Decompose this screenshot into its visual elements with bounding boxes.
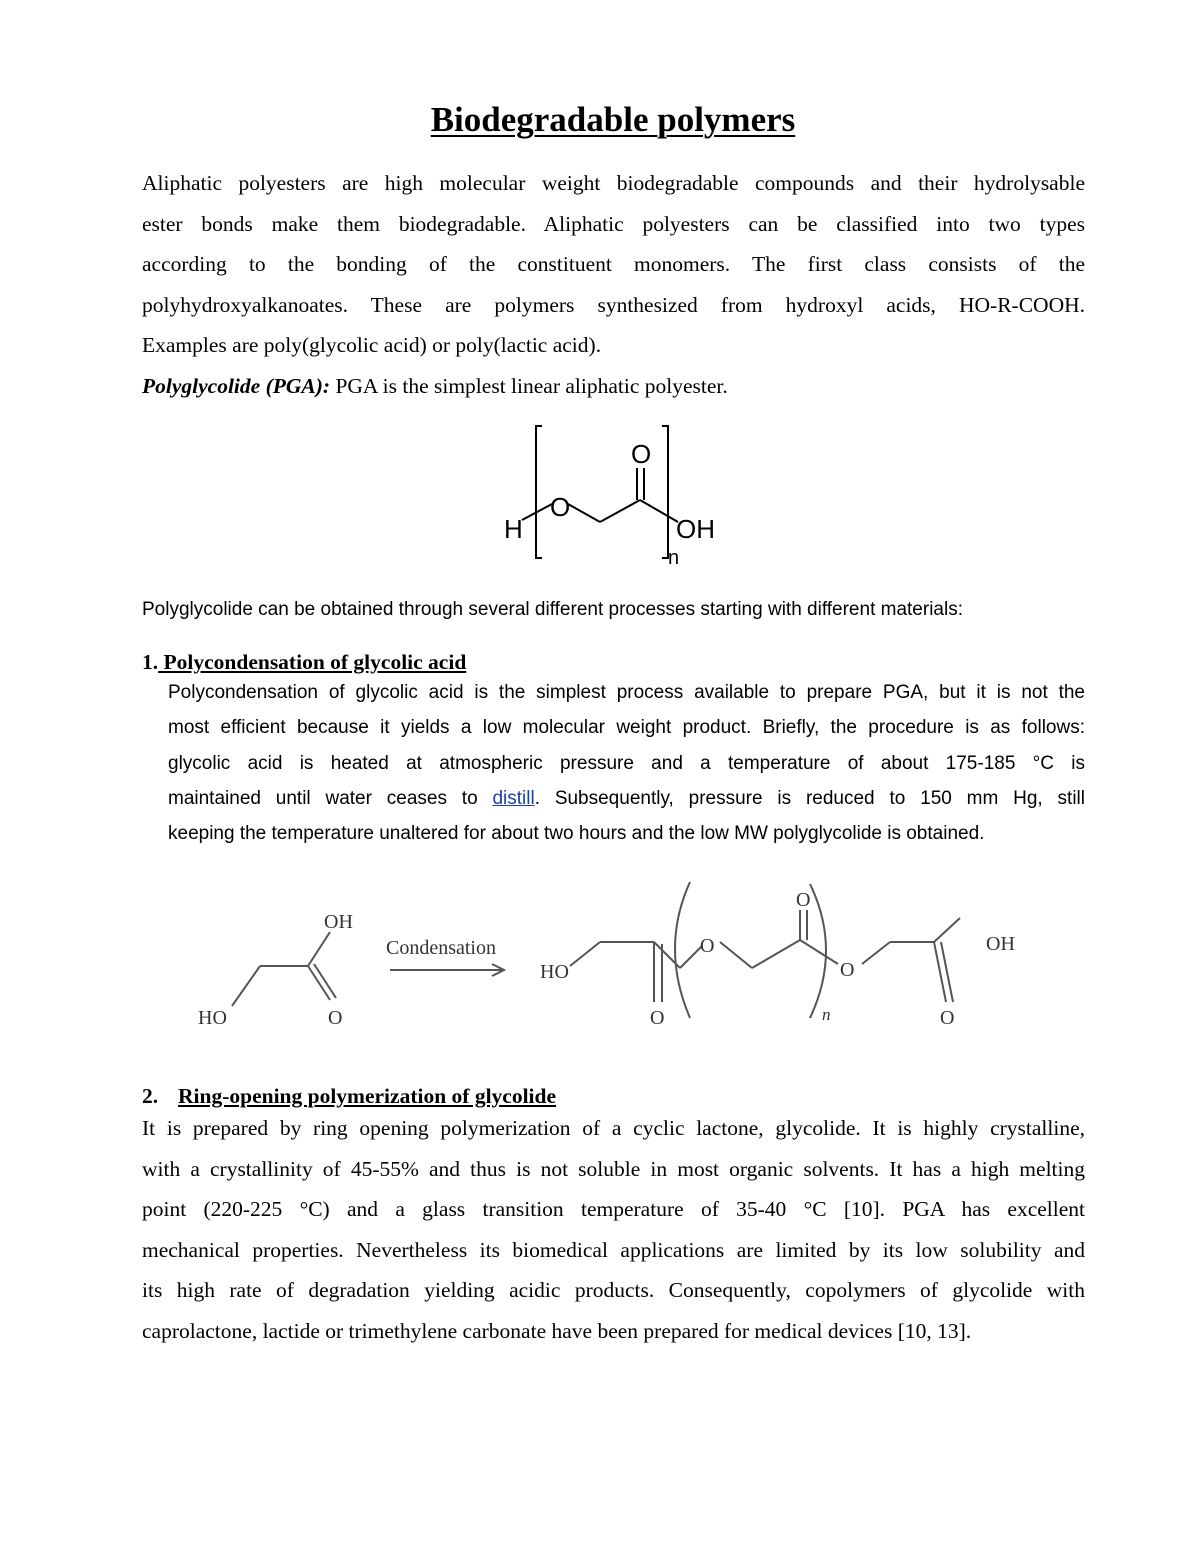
section2-line: its high rate of degradation yielding acidic products. Consequently, copolymers of glycolide with: [142, 1278, 1085, 1302]
condensation-scheme: [190, 878, 1040, 1048]
section1-title: Polycondensation of glycolic acid: [158, 650, 467, 674]
section1-line4-text: maintained until water ceases to: [168, 787, 493, 809]
section2-line: with a crystallinity of 45-55% and thus is not soluble in most organic solvents. It has a high melting: [142, 1156, 1085, 1181]
page-title: Biodegradable polymers: [430, 100, 796, 139]
section2-line: caprolactone, lactide or trimethylene carbonate have been prepared for medical devices [10, 13].: [142, 1318, 972, 1343]
section1-line: glycolic acid is heated at atmospheric pressure and a temperature of about 175-185 °C is: [168, 752, 1085, 774]
arrow-label: Condensation: [386, 937, 496, 959]
bond-o-ch2: [568, 504, 600, 522]
intro-line: according to the bonding of the constituent monomers. The first class consists of the: [142, 252, 1085, 276]
product-ho: HO: [540, 961, 569, 983]
distill-link[interactable]: distill: [492, 787, 535, 809]
section1-paragraph: [168, 675, 1085, 851]
section1-heading: [142, 647, 466, 677]
product-o-top: O: [796, 889, 811, 911]
intro-line: Examples are poly(glycolic acid) or poly(lactic acid).: [142, 333, 602, 357]
section2-title: Ring-opening polymerization of glycolide: [178, 1084, 557, 1108]
right-bracket: [662, 426, 668, 558]
pga-definition: [142, 366, 1085, 406]
pga-term: Polyglycolide (PGA):: [142, 374, 331, 398]
product-o3: O: [840, 959, 855, 981]
reactant-o: O: [328, 1007, 343, 1029]
subscript-n: n: [668, 547, 680, 569]
section2-line: point (220-225 °C) and a glass transition temperature of 35-40 °C [10]. PGA has excellent: [142, 1197, 1085, 1221]
product-o2: O: [650, 1007, 665, 1029]
left-bracket: [536, 426, 542, 558]
section2-line: It is prepared by ring opening polymerization of a cyclic lactone, glycolide. It is highly crystalline,: [142, 1116, 1085, 1140]
section2-line: mechanical properties. Nevertheless its biomedical applications are limited by its low solubility and: [142, 1237, 1085, 1262]
section1-line: keeping the temperature unaltered for about two hours and the low MW polyglycolide is obtained.: [168, 823, 985, 845]
pga-structure-diagram: [490, 420, 740, 570]
product-o1: O: [700, 935, 715, 957]
section2-heading: [142, 1081, 556, 1111]
section1-line4-text-after: . Subsequently, pressure is reduced to 150 mm Hg, still: [534, 787, 1085, 809]
atom-o: O: [550, 492, 571, 522]
processes-intro: Polyglycolide can be obtained through several different processes starting with different materials:: [142, 599, 963, 620]
atom-h: H: [504, 514, 523, 544]
product-subscript-n: n: [822, 1005, 831, 1024]
reactant-oh: OH: [324, 911, 353, 933]
intro-line: polyhydroxyalkanoates. These are polymers synthesized from hydroxyl acids, HO-R-COOH.: [142, 292, 1085, 317]
intro-line: ester bonds make them biodegradable. Aliphatic polyesters can be classified into two types: [142, 211, 1085, 236]
section1-line: [168, 781, 1085, 816]
product-o-bottom: O: [940, 1007, 955, 1029]
reactant-ho: HO: [198, 1007, 227, 1029]
atom-oh: OH: [676, 514, 715, 544]
bond-c-oh: [640, 500, 678, 522]
section1-line: most efficient because it yields a low molecular weight product. Briefly, the procedure is as follows:: [168, 717, 1085, 739]
intro-paragraph: [142, 163, 1085, 366]
section2-number: 2.: [142, 1084, 159, 1108]
atom-o-top: O: [631, 439, 652, 469]
pga-definition-text: PGA is the simplest linear aliphatic polyester.: [330, 374, 728, 398]
intro-line: Aliphatic polyesters are high molecular weight biodegradable compounds and their hydrolysable: [142, 171, 1085, 195]
section1-number: 1.: [142, 650, 159, 674]
bond-ch2-c: [600, 500, 640, 522]
section1-line: Polycondensation of glycolic acid is the simplest process available to prepare PGA, but it is not the: [168, 682, 1085, 703]
section2-paragraph: [142, 1108, 1085, 1351]
product-oh: OH: [986, 933, 1015, 955]
